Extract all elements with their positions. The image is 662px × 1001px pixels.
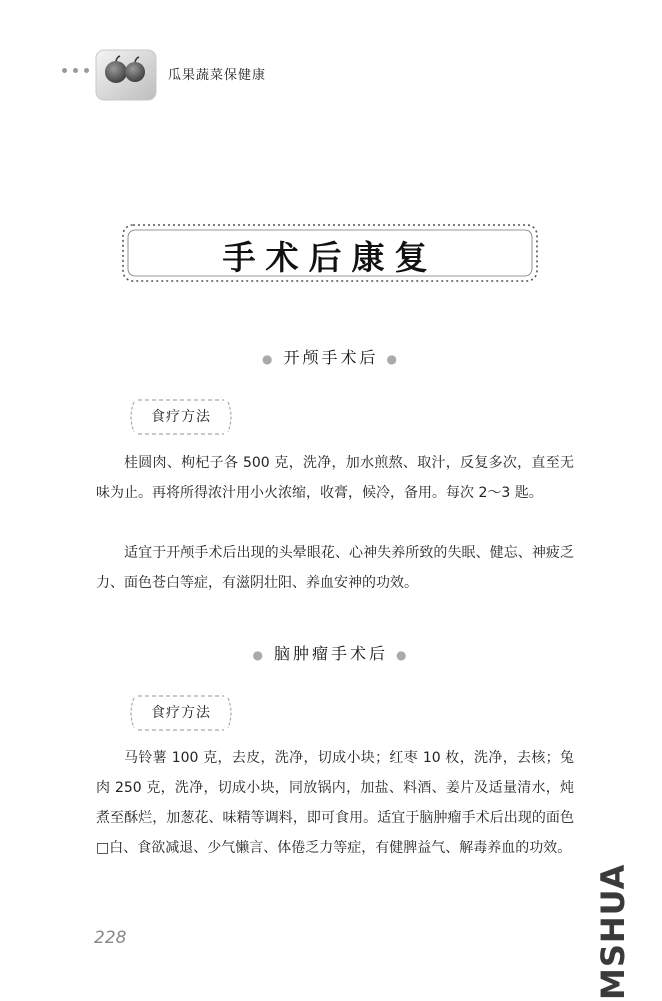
diet-method-badge: [128, 394, 234, 440]
paragraph: 适宜于开颅手术后出现的头晕眼花、心神失养所致的失眠、健忘、神疲乏力、面色苍白等症，有滋阴壮阳、养血安神的功效。: [96, 545, 574, 591]
diet-method-badge: [128, 690, 234, 736]
section-title-brain-tumor: ● 脑肿瘤手术后 ●: [252, 644, 410, 663]
chapter-title-frame: [120, 222, 540, 284]
badge-label: 食疗方法: [151, 705, 211, 721]
paragraph: 马铃薯 100 克，去皮，洗净，切成小块；红枣 10 枚，洗净，去核；兔肉 250 克，洗净，切成小块，同放锅内，加盐、料酒、姜片及适量清水，炖煮至酥烂，加葱花、味精等调料，即可食用。适宜于脑肿瘤手术后出现的面色□白、食欲减退、少气懒言、体倦乏力等症，有健脾益气、解毒养血的功效。: [96, 750, 574, 856]
badge-label: 食疗方法: [151, 409, 211, 425]
chapter-title: 手术后康复: [222, 238, 438, 277]
fruit-plate-icon: [92, 46, 160, 104]
header-dots: [62, 68, 89, 73]
running-header: [62, 46, 362, 106]
page-number: 228: [94, 928, 127, 948]
watermark: MSHUA: [594, 863, 632, 1000]
section-title-craniotomy: ● 开颅手术后 ●: [262, 348, 400, 367]
paragraph: 桂圆肉、枸杞子各 500 克，洗净，加水煎熬、取汁，反复多次，直至无味为止。再将所得浓汁用小火浓缩，收膏，候冷，备用。每次 2～3 匙。: [96, 455, 574, 501]
header-title: 瓜果蔬菜保健康: [168, 68, 267, 83]
